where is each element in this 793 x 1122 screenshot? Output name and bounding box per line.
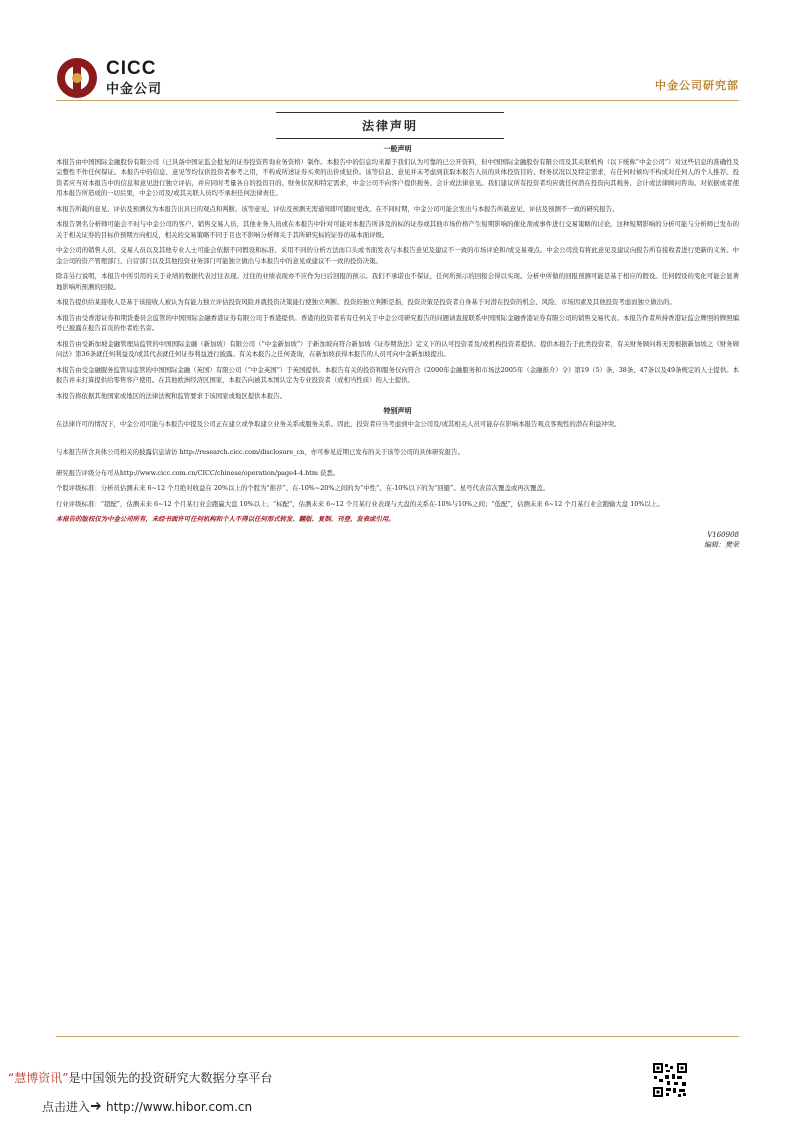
title-block xyxy=(276,112,504,139)
general-paragraph: 除非另行说明，本报告中所引用的关于业绩的数据代表过往表现。过往的业绩表现亦不应作为日后回报的预示。我们不承诺也不保证，任何所预示的回报会得以实现。分析中所做的回报预测可能是基于相应的假设。任何假设的变化可能会显著地影响所预测的回报。 xyxy=(56,272,739,291)
industry-rating-note: 行业评级标准：“超配”，估测未来 6~12 个月某行业会跑赢大盘 10%以上；“标配”，估测未来 6~12 个月某行业表现与大盘的关系在-10%与10%之间；“低配”，估测未来 6~12 个月某行业会跑输大盘 10%以上。 xyxy=(56,499,664,508)
copyright-notice: 本报告的版权仅为中金公司所有，未经书面许可任何机构和个人不得以任何形式转发、翻版、复制、刊登、发表或引用。 xyxy=(56,515,395,523)
qr-code-icon xyxy=(652,1062,688,1098)
footer-tagline-text: 是中国领先的投资研究大数据分享平台 xyxy=(68,1071,273,1085)
general-paragraph: 本报告由中国国际金融股份有限公司（已具备中国证监会批复的证券投资咨询业务资格）制作。本报告中的信息均来源于我们认为可靠的已公开资料，但中国国际金融股份有限公司及其关联机构（以下统称“中金公司”）对这些信息的准确性及完整性不作任何保证。本报告中的信息、意见等均仅供投资者参考之用，不构成所述证券买卖的出价或征价。该等信息、意见并未考虑到获取本报告人员的具体投资目的、财务状况以及特定需求，在任何时候均不构成对任何人的个人推荐。投资者应当对本报告中的信息和意见进行独立评估，并应同时考量各自的投资目的、财务状况和特定需求，中金公司不向客户提供税务、会计或法律意见。我们建议所有投资者均应就任何潜在投资向其税务、会计或法律顾问咨询。对依据或者使用本报告所造成的一切后果，中金公司及/或其关联人员均不承担任何法律责任。 xyxy=(56,157,739,197)
disclosure-note: 与本报告所含具体公司相关的披露信息请访 http://research.cicc.com/disclosure_cn，亦可参见近期已发布的关于该等公司的具体研究报告。 xyxy=(56,448,464,456)
stock-rating-note: 个股评级标准：分析员估测未来 6~12 个月绝对收益在 20%以上的个股为“推荐”、在-10%~20%之间的为“中性”、在-10%以下的为“回避”。星号代表首次覆盖或再次覆盖。 xyxy=(56,484,550,492)
special-paragraph: 在法律许可的情况下，中金公司可能与本报告中提及公司正在建立或争取建立业务关系或服务关系。因此，投资者应当考虑到中金公司及/或其相关人员可能存在影响本报告观点客观性的潜在利益冲突。 xyxy=(56,419,621,428)
general-paragraph: 本报告署名分析师可能会不时与中金公司的客户、销售交易人员、其他业务人员或在本报告中针对可能对本报告所涉及的标的证券或其他市场价格产生短期影响的催化剂或事件进行交易策略的讨论。这种短期影响的分析可能与分析师已发布的关于相关证券的目标价预期方向相反，相关的交易策略不同于且也不影响分析师关于其所研究标的证券的基本面评级。 xyxy=(56,220,739,239)
general-paragraph: 本报告由受金融服务监管局监管的中国国际金融（英国）有限公司（“中金英国”）于英国提供。本报告有关的投资和服务仅向符合《2000年金融服务和市场法2005年（金融推介）令》第19（5）条、38条、47条以及49条规定的人士提供。本报告并未打算提供给零售客户使用。在其他欧洲经济区国家，本报告向被其本国认定为专业投资者（或相当性质）的人士提供。 xyxy=(56,365,739,384)
page-title: 法律声明 xyxy=(361,119,418,133)
logo-text-cn: 中金公司 xyxy=(106,82,163,97)
general-heading: 一般声明 xyxy=(383,144,412,153)
footer-brand: “慧博资讯” xyxy=(8,1071,69,1085)
footer-link-prefix: 点击进入 xyxy=(42,1100,91,1114)
pointing-hand-icon xyxy=(90,1099,104,1113)
department-label: 中金公司研究部 xyxy=(655,79,739,92)
general-paragraph: 本报告由受新加坡金融管理局监管的中国国际金融（新加坡）有限公司（“中金新加坡”）于新加坡向符合新加坡《证券期货法》定义下的认可投资者及/或机构投资者提供。提供本报告于此类投资者，有关财务顾问将无需根据新加坡之《财务顾问法》第36条就任何利益及/或其代表就任何证券利益进行披露。有关本报告之任何查询，在新加坡获得本报告的人员可向中金新加坡提出。 xyxy=(56,339,739,358)
disclaimer-body xyxy=(56,142,739,550)
rating-distribution-note: 研究报告评级分布可从http://www.cicc.com.cn/CICC/chinese/operation/page4-4.htm 获悉。 xyxy=(56,468,340,477)
footer-link-row[interactable] xyxy=(42,1098,252,1115)
general-paragraph: 本报告由受香港证券和期货委员会监管的中国国际金融香港证券有限公司于香港提供。香港的投资者若有任何关于中金公司研究报告的问题请直接联系中国国际金融香港证券有限公司的销售交易代表。本报告作者所持香港证监会牌照的牌照编号已披露在报告首页的作者姓名旁。 xyxy=(56,313,739,332)
editor-label: 编辑：樊荣 xyxy=(704,540,739,549)
footer-divider xyxy=(56,1036,739,1037)
special-heading: 特别声明 xyxy=(383,406,412,415)
footer-link-url[interactable]: http://www.hibor.com.cn xyxy=(106,1100,253,1114)
general-paragraph: 本报告将依据其他国家或地区的法律法规和监管要求于该国家或地区提供本报告。 xyxy=(56,391,287,400)
footer-tagline xyxy=(8,1069,272,1086)
logo-text-en: CICC xyxy=(106,58,157,79)
general-paragraph: 中金公司的销售人员、交易人员以及其他专业人士可能会依据不同假设和标准、采用不同的分析方法而口头或书面发表与本报告意见及建议不一致的市场评论和/或交易观点。中金公司没有将此意见及建议向报告所有接收者进行更新的义务。中金公司的资产管理部门、自营部门以及其他投资业务部门可能独立做出与本报告中的意见或建议不一致的投资决策。 xyxy=(56,246,739,265)
version-label: V160908 xyxy=(707,530,739,539)
page-header xyxy=(56,55,739,99)
general-paragraph: 本报告提供给某接收人是基于该接收人被认为有能力独立评估投资风险并就投资决策能行使独立判断。投资的独立判断是指，投资决策是投资者自身基于对潜在投资的机会、风险、市场因素及其他投资考虑而独立做出的。 xyxy=(56,298,676,306)
header-divider xyxy=(56,100,739,101)
general-paragraph: 本报告所载的意见、评估及预测仅为本报告出具日的观点和判断。该等意见、评估及预测无需通知即可随时更改。在不同时期，中金公司可能会发出与本报告所载意见、评估及预测不一致的研究报告。 xyxy=(56,204,619,213)
cicc-logo-icon xyxy=(56,57,98,99)
title-rule-bottom xyxy=(276,138,504,139)
